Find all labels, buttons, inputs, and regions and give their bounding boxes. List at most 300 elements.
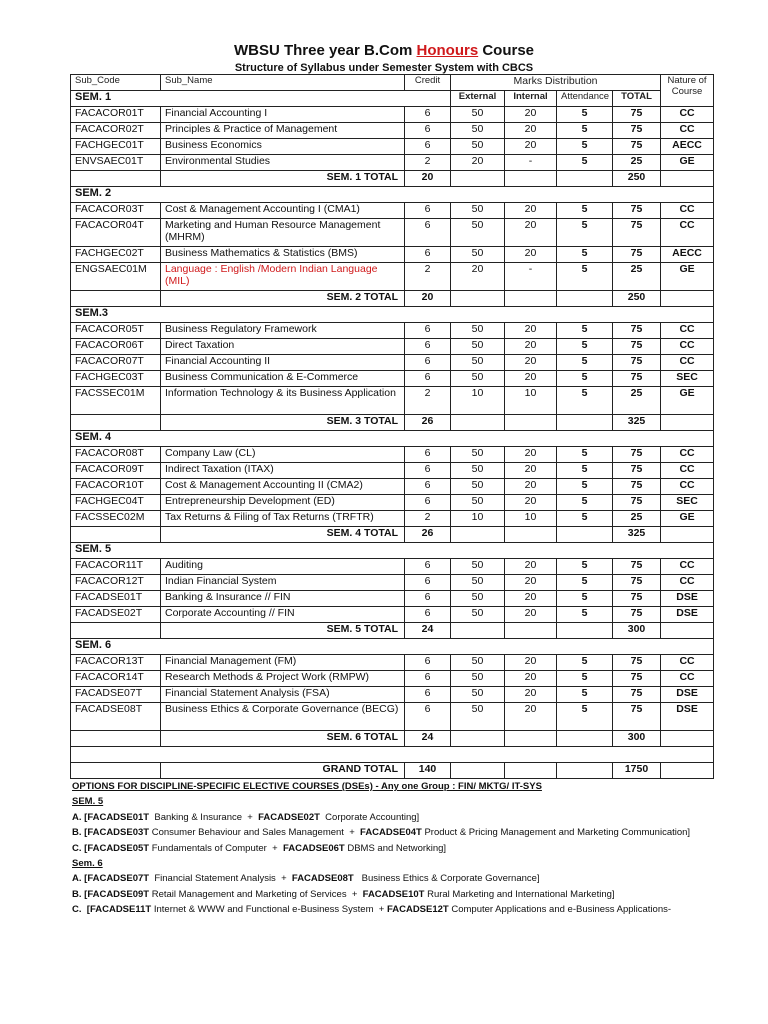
external-marks: 50 bbox=[451, 139, 505, 155]
total-marks: 75 bbox=[613, 495, 661, 511]
attendance-marks: 5 bbox=[557, 479, 613, 495]
option-item bbox=[72, 887, 752, 902]
option-t2: Business Ethics & Corporate Governance] bbox=[353, 873, 540, 885]
option-prefix: B. [ bbox=[72, 827, 88, 839]
external-marks: 50 bbox=[451, 355, 505, 371]
course-row bbox=[71, 607, 714, 623]
nature-of-course: CC bbox=[661, 655, 714, 671]
option-t1: Retail Management and Marketing of Services + bbox=[149, 888, 363, 900]
external-marks: 50 bbox=[451, 495, 505, 511]
sub-code: FACACOR10T bbox=[71, 479, 161, 495]
sub-name: Information Technology & its Business Application bbox=[161, 387, 405, 415]
attendance-marks: 5 bbox=[557, 591, 613, 607]
internal-marks: 20 bbox=[505, 495, 557, 511]
total-label: SEM. 1 TOTAL bbox=[161, 171, 405, 187]
credit: 6 bbox=[405, 447, 451, 463]
credit: 6 bbox=[405, 139, 451, 155]
option-t2: Computer Applications and e-Business Applications- bbox=[448, 904, 672, 916]
nature-of-course: SEC bbox=[661, 495, 714, 511]
credit: 6 bbox=[405, 607, 451, 623]
total-marks: 325 bbox=[613, 415, 661, 431]
sub-code: FACACOR13T bbox=[71, 655, 161, 671]
option-t1: Banking & Insurance + bbox=[149, 811, 259, 823]
empty-cell bbox=[557, 763, 613, 779]
empty-cell bbox=[661, 731, 714, 747]
internal-marks: 20 bbox=[505, 607, 557, 623]
total-marks: 75 bbox=[613, 139, 661, 155]
course-row bbox=[71, 371, 714, 387]
total-credit: 26 bbox=[405, 415, 451, 431]
total-marks: 75 bbox=[613, 339, 661, 355]
sub-code: FACACOR06T bbox=[71, 339, 161, 355]
total-row bbox=[71, 527, 714, 543]
empty-cell bbox=[661, 415, 714, 431]
nature-of-course: CC bbox=[661, 671, 714, 687]
option-c1: FACADSE09T bbox=[87, 888, 150, 900]
empty-cell bbox=[71, 415, 161, 431]
credit: 6 bbox=[405, 355, 451, 371]
attendance-marks: 5 bbox=[557, 703, 613, 731]
header-internal: Internal bbox=[505, 91, 557, 107]
sub-name: Indirect Taxation (ITAX) bbox=[161, 463, 405, 479]
sem-label: SEM. 2 bbox=[71, 187, 714, 203]
option-prefix: A. [ bbox=[72, 873, 88, 885]
course-row bbox=[71, 107, 714, 123]
external-marks: 50 bbox=[451, 559, 505, 575]
attendance-marks: 5 bbox=[557, 559, 613, 575]
internal-marks: 20 bbox=[505, 447, 557, 463]
nature-of-course: AECC bbox=[661, 139, 714, 155]
empty-cell bbox=[505, 527, 557, 543]
empty-cell bbox=[451, 415, 505, 431]
empty-cell bbox=[661, 763, 714, 779]
external-marks: 10 bbox=[451, 387, 505, 415]
total-marks: 25 bbox=[613, 155, 661, 171]
sub-code: FACADSE08T bbox=[71, 703, 161, 731]
sub-name: Banking & Insurance // FIN bbox=[161, 591, 405, 607]
attendance-marks: 5 bbox=[557, 687, 613, 703]
empty-cell bbox=[557, 623, 613, 639]
sub-code: FACHGEC03T bbox=[71, 371, 161, 387]
option-t2: Corporate Accounting] bbox=[319, 811, 420, 823]
total-row bbox=[71, 415, 714, 431]
sem-label: SEM. 1 bbox=[71, 91, 451, 107]
nature-of-course: DSE bbox=[661, 607, 714, 623]
total-marks: 75 bbox=[613, 371, 661, 387]
option-c1: FACADSE01T bbox=[87, 811, 150, 823]
sub-name: Business Ethics & Corporate Governance (BECG) bbox=[161, 703, 405, 731]
total-marks: 75 bbox=[613, 559, 661, 575]
credit: 6 bbox=[405, 671, 451, 687]
credit: 2 bbox=[405, 511, 451, 527]
attendance-marks: 5 bbox=[557, 155, 613, 171]
attendance-marks: 5 bbox=[557, 447, 613, 463]
empty-cell bbox=[71, 171, 161, 187]
attendance-marks: 5 bbox=[557, 247, 613, 263]
total-marks: 300 bbox=[613, 623, 661, 639]
nature-of-course: CC bbox=[661, 339, 714, 355]
attendance-marks: 5 bbox=[557, 139, 613, 155]
total-marks: 25 bbox=[613, 511, 661, 527]
sub-name: Marketing and Human Resource Management (MHRM) bbox=[161, 219, 405, 247]
course-row bbox=[71, 155, 714, 171]
empty-cell bbox=[71, 623, 161, 639]
sub-code: FACACOR11T bbox=[71, 559, 161, 575]
option-c1: FACADSE03T bbox=[87, 827, 150, 839]
empty-cell bbox=[71, 291, 161, 307]
total-marks: 325 bbox=[613, 527, 661, 543]
credit: 6 bbox=[405, 107, 451, 123]
total-marks: 75 bbox=[613, 447, 661, 463]
nature-of-course: GE bbox=[661, 263, 714, 291]
sub-name: Entrepreneurship Development (ED) bbox=[161, 495, 405, 511]
course-row bbox=[71, 139, 714, 155]
course-row bbox=[71, 671, 714, 687]
sub-code: FACACOR07T bbox=[71, 355, 161, 371]
nature-of-course: SEC bbox=[661, 371, 714, 387]
empty-cell bbox=[505, 731, 557, 747]
sub-name: Business Mathematics & Statistics (BMS) bbox=[161, 247, 405, 263]
attendance-marks: 5 bbox=[557, 323, 613, 339]
empty-cell bbox=[661, 623, 714, 639]
total-marks: 250 bbox=[613, 171, 661, 187]
semester-row bbox=[71, 187, 714, 203]
external-marks: 50 bbox=[451, 247, 505, 263]
course-row bbox=[71, 247, 714, 263]
header-external: External bbox=[451, 91, 505, 107]
syllabus-table bbox=[70, 74, 714, 779]
total-marks: 75 bbox=[613, 323, 661, 339]
sub-name: Business Regulatory Framework bbox=[161, 323, 405, 339]
total-credit: 26 bbox=[405, 527, 451, 543]
attendance-marks: 5 bbox=[557, 203, 613, 219]
empty-cell bbox=[71, 731, 161, 747]
sub-name: Corporate Accounting // FIN bbox=[161, 607, 405, 623]
internal-marks: 20 bbox=[505, 479, 557, 495]
sub-name: Financial Accounting I bbox=[161, 107, 405, 123]
attendance-marks: 5 bbox=[557, 371, 613, 387]
external-marks: 20 bbox=[451, 155, 505, 171]
sub-name: Cost & Management Accounting II (CMA2) bbox=[161, 479, 405, 495]
title-highlight: Honours bbox=[416, 42, 479, 59]
option-t2: Rural Marketing and International Marketing] bbox=[424, 888, 615, 900]
nature-of-course: DSE bbox=[661, 591, 714, 607]
nature-of-course: AECC bbox=[661, 247, 714, 263]
internal-marks: 20 bbox=[505, 655, 557, 671]
option-c1: FACADSE05T bbox=[87, 842, 150, 854]
nature-of-course: CC bbox=[661, 355, 714, 371]
total-row bbox=[71, 763, 714, 779]
external-marks: 50 bbox=[451, 591, 505, 607]
sub-name: Business Communication & E-Commerce bbox=[161, 371, 405, 387]
option-item bbox=[72, 902, 752, 917]
total-row bbox=[71, 171, 714, 187]
option-prefix: B. [ bbox=[72, 888, 88, 900]
total-label: SEM. 5 TOTAL bbox=[161, 623, 405, 639]
attendance-marks: 5 bbox=[557, 655, 613, 671]
empty-cell bbox=[451, 527, 505, 543]
total-marks: 75 bbox=[613, 219, 661, 247]
empty-cell bbox=[557, 415, 613, 431]
course-row bbox=[71, 219, 714, 247]
nature-of-course: CC bbox=[661, 447, 714, 463]
internal-marks: 20 bbox=[505, 575, 557, 591]
internal-marks: 20 bbox=[505, 339, 557, 355]
internal-marks: 20 bbox=[505, 559, 557, 575]
attendance-marks: 5 bbox=[557, 355, 613, 371]
empty-cell bbox=[661, 171, 714, 187]
attendance-marks: 5 bbox=[557, 495, 613, 511]
option-item bbox=[72, 810, 752, 825]
course-row bbox=[71, 447, 714, 463]
course-row bbox=[71, 511, 714, 527]
sub-name: Financial Statement Analysis (FSA) bbox=[161, 687, 405, 703]
sub-name: Business Economics bbox=[161, 139, 405, 155]
total-label: SEM. 6 TOTAL bbox=[161, 731, 405, 747]
course-row bbox=[71, 463, 714, 479]
credit: 2 bbox=[405, 263, 451, 291]
credit: 6 bbox=[405, 575, 451, 591]
header-total: TOTAL bbox=[613, 91, 661, 107]
total-marks: 75 bbox=[613, 591, 661, 607]
sub-name: Research Methods & Project Work (RMPW) bbox=[161, 671, 405, 687]
sub-code: FACACOR14T bbox=[71, 671, 161, 687]
total-row bbox=[71, 731, 714, 747]
credit: 6 bbox=[405, 339, 451, 355]
attendance-marks: 5 bbox=[557, 219, 613, 247]
credit: 2 bbox=[405, 387, 451, 415]
sub-name: Tax Returns & Filing of Tax Returns (TRFTR) bbox=[161, 511, 405, 527]
empty-cell bbox=[557, 291, 613, 307]
total-label: SEM. 3 TOTAL bbox=[161, 415, 405, 431]
sub-code: FACACOR09T bbox=[71, 463, 161, 479]
course-row bbox=[71, 559, 714, 575]
empty-cell bbox=[451, 731, 505, 747]
internal-marks: 20 bbox=[505, 247, 557, 263]
total-label: GRAND TOTAL bbox=[161, 763, 405, 779]
empty-cell bbox=[451, 623, 505, 639]
nature-of-course: CC bbox=[661, 219, 714, 247]
total-credit: 24 bbox=[405, 731, 451, 747]
total-marks: 75 bbox=[613, 479, 661, 495]
empty-cell bbox=[505, 623, 557, 639]
sub-code: FACACOR03T bbox=[71, 203, 161, 219]
sem-label: SEM. 4 bbox=[71, 431, 714, 447]
option-c2: FACADSE12T bbox=[386, 904, 449, 916]
sem-label: SEM.3 bbox=[71, 307, 714, 323]
nature-of-course: CC bbox=[661, 479, 714, 495]
option-c1: FACADSE07T bbox=[87, 873, 150, 885]
option-c2: FACADSE08T bbox=[291, 873, 354, 885]
course-row bbox=[71, 123, 714, 139]
sub-code: FACACOR04T bbox=[71, 219, 161, 247]
sub-code: FACACOR05T bbox=[71, 323, 161, 339]
credit: 6 bbox=[405, 247, 451, 263]
credit: 6 bbox=[405, 559, 451, 575]
sub-name: Auditing bbox=[161, 559, 405, 575]
total-label: SEM. 4 TOTAL bbox=[161, 527, 405, 543]
internal-marks: 20 bbox=[505, 463, 557, 479]
total-marks: 75 bbox=[613, 575, 661, 591]
options-heading: OPTIONS FOR DISCIPLINE-SPECIFIC ELECTIVE COURSES (DSEs) - Any one Group : FIN/ MKTG/ IT-SYS bbox=[72, 781, 542, 792]
external-marks: 50 bbox=[451, 479, 505, 495]
sub-code: FACACOR01T bbox=[71, 107, 161, 123]
credit: 2 bbox=[405, 155, 451, 171]
sub-code: FACADSE01T bbox=[71, 591, 161, 607]
option-prefix: A. [ bbox=[72, 811, 88, 823]
nature-of-course: DSE bbox=[661, 703, 714, 731]
course-row bbox=[71, 355, 714, 371]
total-marks: 300 bbox=[613, 731, 661, 747]
attendance-marks: 5 bbox=[557, 339, 613, 355]
nature-of-course: GE bbox=[661, 155, 714, 171]
sem-label: SEM. 6 bbox=[71, 639, 714, 655]
attendance-marks: 5 bbox=[557, 511, 613, 527]
nature-of-course: CC bbox=[661, 323, 714, 339]
blank-row bbox=[71, 747, 714, 763]
option-c2: FACADSE06T bbox=[282, 842, 345, 854]
empty-cell bbox=[451, 763, 505, 779]
sub-code: FACHGEC02T bbox=[71, 247, 161, 263]
title-text: WBSU Three year B.Com bbox=[233, 42, 417, 59]
external-marks: 50 bbox=[451, 339, 505, 355]
credit: 6 bbox=[405, 687, 451, 703]
option-c2: FACADSE02T bbox=[258, 811, 320, 823]
internal-marks: 10 bbox=[505, 387, 557, 415]
option-t1: Consumer Behaviour and Sales Management + bbox=[149, 827, 361, 839]
option-item bbox=[72, 841, 752, 856]
sem-label: SEM. 5 bbox=[71, 543, 714, 559]
external-marks: 50 bbox=[451, 607, 505, 623]
nature-of-course: CC bbox=[661, 123, 714, 139]
sub-code: ENGSAEC01M bbox=[71, 263, 161, 291]
sub-code: FACSSEC01M bbox=[71, 387, 161, 415]
sub-name: Direct Taxation bbox=[161, 339, 405, 355]
nature-of-course: CC bbox=[661, 559, 714, 575]
course-row bbox=[71, 495, 714, 511]
page-title bbox=[0, 42, 768, 59]
nature-of-course: CC bbox=[661, 107, 714, 123]
subheader-row bbox=[71, 91, 714, 107]
total-marks: 1750 bbox=[613, 763, 661, 779]
sub-name: Environmental Studies bbox=[161, 155, 405, 171]
empty-cell bbox=[451, 291, 505, 307]
empty-cell bbox=[71, 527, 161, 543]
internal-marks: 20 bbox=[505, 687, 557, 703]
internal-marks: 20 bbox=[505, 591, 557, 607]
attendance-marks: 5 bbox=[557, 575, 613, 591]
total-credit: 20 bbox=[405, 291, 451, 307]
sub-code: FACADSE07T bbox=[71, 687, 161, 703]
credit: 6 bbox=[405, 703, 451, 731]
course-row bbox=[71, 323, 714, 339]
option-group-label: SEM. 5 bbox=[72, 796, 104, 808]
total-marks: 250 bbox=[613, 291, 661, 307]
total-row bbox=[71, 291, 714, 307]
sub-code: FACACOR12T bbox=[71, 575, 161, 591]
credit: 6 bbox=[405, 591, 451, 607]
sub-code: FACACOR02T bbox=[71, 123, 161, 139]
course-row bbox=[71, 575, 714, 591]
empty-cell bbox=[505, 415, 557, 431]
total-credit: 140 bbox=[405, 763, 451, 779]
empty-cell bbox=[505, 763, 557, 779]
external-marks: 50 bbox=[451, 687, 505, 703]
option-c2: FACADSE04T bbox=[360, 827, 422, 839]
internal-marks: 20 bbox=[505, 203, 557, 219]
sub-name: Company Law (CL) bbox=[161, 447, 405, 463]
option-t1: Financial Statement Analysis + bbox=[149, 873, 292, 885]
attendance-marks: 5 bbox=[557, 123, 613, 139]
total-marks: 75 bbox=[613, 703, 661, 731]
option-t2: Product & Pricing Management and Marketing Communication] bbox=[421, 827, 691, 839]
option-t2: DBMS and Networking] bbox=[344, 842, 447, 854]
header-nature: Nature of Course bbox=[661, 75, 714, 107]
empty-cell bbox=[557, 731, 613, 747]
option-item bbox=[72, 871, 752, 886]
credit: 6 bbox=[405, 495, 451, 511]
total-marks: 25 bbox=[613, 263, 661, 291]
nature-of-course: CC bbox=[661, 575, 714, 591]
total-marks: 25 bbox=[613, 387, 661, 415]
internal-marks: - bbox=[505, 155, 557, 171]
external-marks: 50 bbox=[451, 671, 505, 687]
external-marks: 10 bbox=[451, 511, 505, 527]
external-marks: 50 bbox=[451, 203, 505, 219]
option-t1: Fundamentals of Computer + bbox=[149, 842, 283, 854]
semester-row bbox=[71, 431, 714, 447]
total-marks: 75 bbox=[613, 655, 661, 671]
credit: 6 bbox=[405, 479, 451, 495]
total-marks: 75 bbox=[613, 107, 661, 123]
option-c2: FACADSE10T bbox=[362, 888, 425, 900]
empty-cell bbox=[661, 291, 714, 307]
credit: 6 bbox=[405, 203, 451, 219]
empty-cell bbox=[505, 171, 557, 187]
nature-of-course: GE bbox=[661, 511, 714, 527]
empty-cell bbox=[451, 171, 505, 187]
sub-name: Indian Financial System bbox=[161, 575, 405, 591]
header-credit: Credit bbox=[405, 75, 451, 91]
external-marks: 50 bbox=[451, 447, 505, 463]
course-row bbox=[71, 203, 714, 219]
total-label: SEM. 2 TOTAL bbox=[161, 291, 405, 307]
course-row bbox=[71, 339, 714, 355]
course-row bbox=[71, 591, 714, 607]
sub-code: FACACOR08T bbox=[71, 447, 161, 463]
total-marks: 75 bbox=[613, 671, 661, 687]
nature-of-course: GE bbox=[661, 387, 714, 415]
credit: 6 bbox=[405, 371, 451, 387]
total-credit: 24 bbox=[405, 623, 451, 639]
option-prefix: C. [ bbox=[72, 904, 90, 916]
empty-cell bbox=[71, 763, 161, 779]
option-c1: FACADSE11T bbox=[89, 904, 152, 916]
sub-name: Financial Accounting II bbox=[161, 355, 405, 371]
internal-marks: 20 bbox=[505, 107, 557, 123]
total-marks: 75 bbox=[613, 463, 661, 479]
header-attendance: Attendance bbox=[557, 91, 613, 107]
empty-cell bbox=[557, 527, 613, 543]
internal-marks: 20 bbox=[505, 219, 557, 247]
course-row bbox=[71, 479, 714, 495]
sub-code: FACSSEC02M bbox=[71, 511, 161, 527]
external-marks: 50 bbox=[451, 575, 505, 591]
total-credit: 20 bbox=[405, 171, 451, 187]
sub-name: Cost & Management Accounting I (CMA1) bbox=[161, 203, 405, 219]
sub-code: FACHGEC04T bbox=[71, 495, 161, 511]
credit: 6 bbox=[405, 655, 451, 671]
